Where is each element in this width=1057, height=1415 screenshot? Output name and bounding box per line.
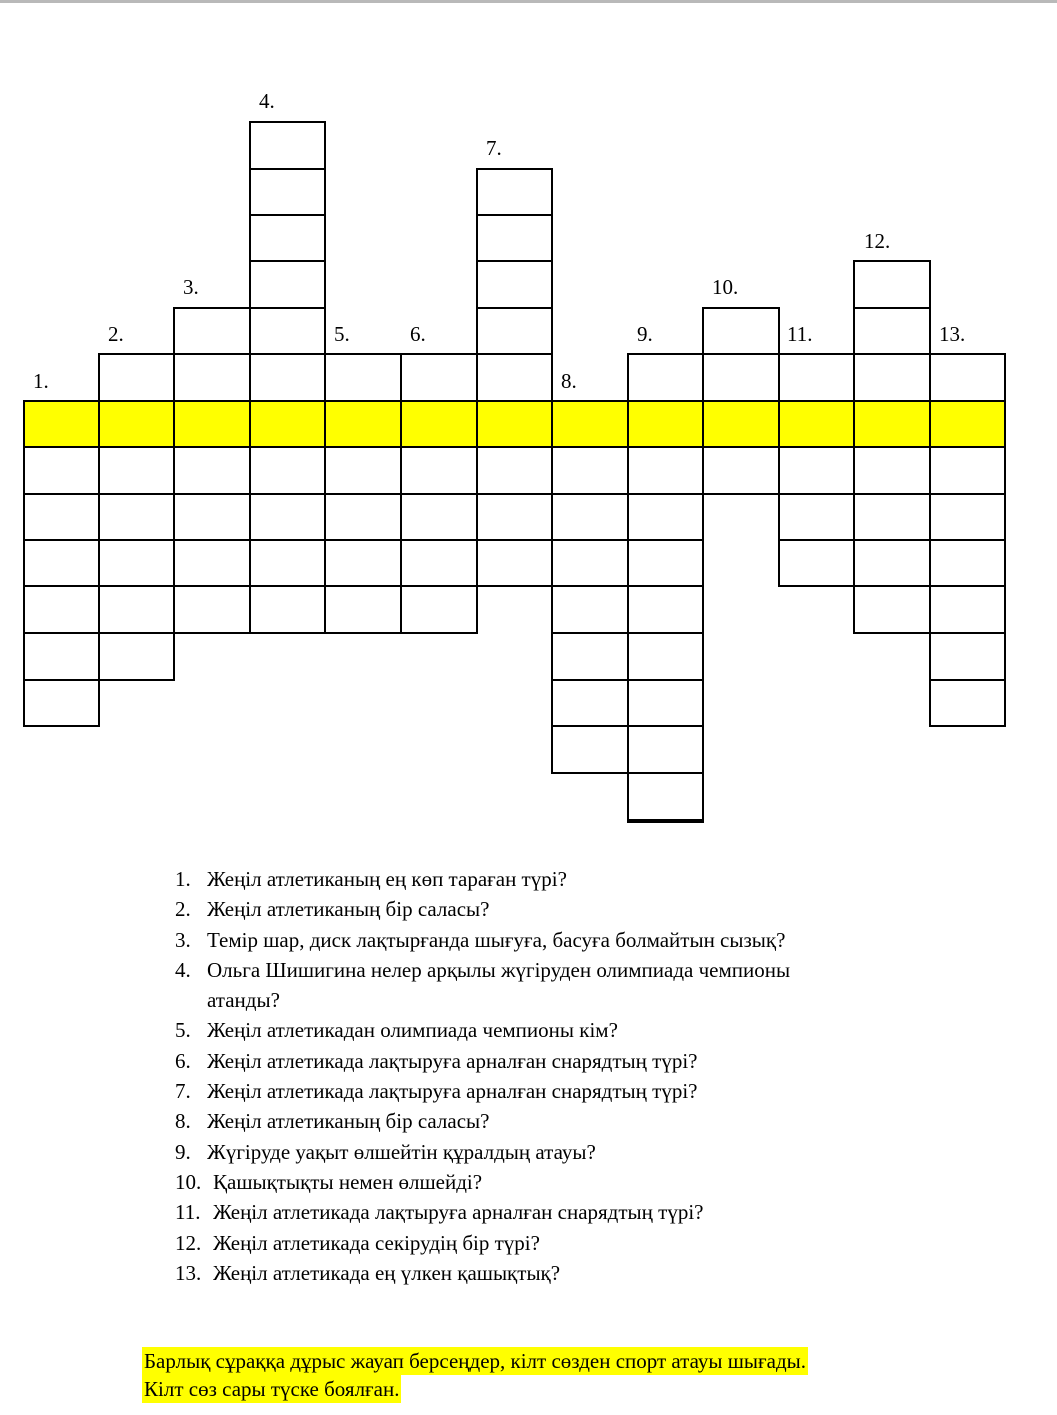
clue-number: 8. [175, 1109, 191, 1134]
crossword-cell[interactable] [324, 446, 402, 495]
clue-item [175, 1106, 975, 1136]
clue-text: Қашықтықты немен өлшейді? [213, 1169, 483, 1194]
crossword-cell[interactable] [551, 632, 629, 681]
crossword-cell[interactable] [98, 632, 175, 681]
crossword-cell[interactable] [627, 353, 704, 402]
clue-number-7: 7. [486, 136, 502, 160]
crossword-cell[interactable] [853, 585, 931, 634]
clue-text: Жүгіруде уақыт өлшейтін құралдың атауы? [207, 1139, 596, 1164]
key-word-cell[interactable] [476, 400, 553, 448]
crossword-cell[interactable] [23, 539, 100, 587]
clue-number-11: 11. [787, 322, 813, 346]
clue-item [175, 1197, 975, 1227]
key-word-cell[interactable] [324, 400, 402, 448]
crossword-cell[interactable] [23, 632, 100, 681]
clue-item [175, 1137, 975, 1167]
crossword-cell[interactable] [476, 353, 553, 402]
key-word-cell[interactable] [400, 400, 478, 448]
crossword-cell[interactable] [702, 307, 780, 355]
clue-text: Жеңіл атлетиканың бір саласы? [207, 897, 490, 922]
crossword-cell[interactable] [929, 679, 1006, 727]
clue-number-4: 4. [259, 89, 275, 113]
crossword-cell[interactable] [173, 539, 251, 587]
clue-number-5: 5. [334, 322, 350, 346]
clue-number: 5. [175, 1018, 191, 1043]
clue-text: Жеңіл атлетикадан олимпиада чемпионы кім? [207, 1018, 618, 1043]
crossword-cell[interactable] [778, 353, 855, 402]
crossword-cell[interactable] [551, 725, 629, 774]
crossword-cell[interactable] [324, 539, 402, 587]
clue-text: Жеңіл атлетикада лақтыруға арналған снарядтың түрі? [207, 1048, 698, 1073]
clue-text: Жеңіл атлетиканың ең көп тараған түрі? [207, 867, 567, 891]
note-line-1: Барлық сұраққа дұрыс жауап берсеңдер, кілт сөзден спорт атауы шығады. [144, 1349, 806, 1373]
crossword-cell[interactable] [778, 446, 855, 495]
clue-number: 2. [175, 897, 191, 922]
clue-item [175, 925, 975, 955]
key-word-cell[interactable] [778, 400, 855, 448]
crossword-cell[interactable] [249, 353, 326, 402]
clue-number-9: 9. [637, 322, 653, 346]
crossword-cell[interactable] [551, 539, 629, 587]
crossword-cell[interactable] [929, 585, 1006, 634]
crossword-cell[interactable] [249, 260, 326, 309]
crossword-cell[interactable] [627, 493, 704, 541]
clue-item [175, 1167, 975, 1197]
clue-number: 11. [175, 1200, 201, 1225]
clue-text: Жеңіл атлетикада секірудің бір түрі? [213, 1230, 540, 1255]
crossword-cell[interactable] [476, 214, 553, 262]
clue-number: 7. [175, 1079, 191, 1104]
crossword-cell[interactable] [627, 679, 704, 727]
crossword-cell[interactable] [627, 772, 704, 821]
crossword-cell[interactable] [778, 539, 855, 587]
clue-number-6: 6. [410, 322, 426, 346]
clue-number: 12. [175, 1230, 202, 1255]
clue-number: 13. [175, 1260, 202, 1285]
clue-number-10: 10. [712, 275, 739, 299]
clue-number: 6. [175, 1048, 191, 1073]
crossword-cell[interactable] [400, 493, 478, 541]
crossword-cell[interactable] [476, 260, 553, 309]
clue-item [175, 1076, 975, 1106]
key-word-cell[interactable] [98, 400, 175, 448]
crossword-cell[interactable] [476, 168, 553, 216]
crossword-cell[interactable] [853, 539, 931, 587]
clue-text-continued: атанды? [207, 988, 280, 1013]
crossword-cell[interactable] [23, 493, 100, 541]
clue-item [175, 955, 975, 1016]
crossword-cell[interactable] [23, 679, 100, 727]
crossword-cell[interactable] [627, 632, 704, 681]
clue-text: Жеңіл атлетиканың бір саласы? [207, 1109, 490, 1134]
crossword-cell[interactable] [249, 539, 326, 587]
crossword-cell[interactable] [249, 121, 326, 170]
crossword-cell[interactable] [400, 585, 478, 634]
crossword-cell[interactable] [98, 353, 175, 402]
crossword-cell[interactable] [249, 585, 326, 634]
crossword-cell[interactable] [627, 539, 704, 587]
key-word-cell[interactable] [551, 400, 629, 448]
clue-item [175, 1046, 975, 1076]
crossword-cell[interactable] [98, 446, 175, 495]
crossword-cell[interactable] [551, 446, 629, 495]
crossword-cell[interactable] [173, 353, 251, 402]
crossword-cell[interactable] [98, 585, 175, 634]
crossword-cell[interactable] [929, 493, 1006, 541]
crossword-cell[interactable] [627, 446, 704, 495]
crossword-cell[interactable] [551, 493, 629, 541]
clue-number-13: 13. [939, 322, 966, 346]
clue-number: 3. [175, 927, 191, 952]
clue-number: 10. [175, 1169, 202, 1194]
crossword-cell[interactable] [476, 539, 553, 587]
crossword-cell[interactable] [929, 353, 1006, 402]
crossword-cell[interactable] [929, 446, 1006, 495]
crossword-cell[interactable] [627, 585, 704, 634]
crossword-cell[interactable] [476, 446, 553, 495]
crossword-cell[interactable] [853, 493, 931, 541]
crossword-cell[interactable] [249, 214, 326, 262]
note-line-2: Кілт сөз сары түске боялған. [144, 1377, 400, 1401]
clue-number-1: 1. [33, 369, 49, 393]
clue-item [175, 1258, 975, 1288]
crossword-cell[interactable] [551, 585, 629, 634]
key-word-cell[interactable] [173, 400, 251, 448]
crossword-cell[interactable] [173, 307, 251, 355]
crossword-cell[interactable] [249, 307, 326, 355]
crossword-cell[interactable] [98, 493, 175, 541]
crossword-cell[interactable] [929, 632, 1006, 681]
clue-list [175, 864, 975, 1288]
crossword-cell[interactable] [476, 307, 553, 355]
crossword-cell[interactable] [173, 446, 251, 495]
clue-item [175, 894, 975, 924]
clue-number-2: 2. [108, 322, 124, 346]
crossword-cell[interactable] [400, 539, 478, 587]
crossword-cell[interactable] [324, 585, 402, 634]
clue-number-12: 12. [864, 229, 891, 253]
clue-text: Темір шар, диск лақтырғанда шығуға, басуға болмайтын сызық? [207, 927, 786, 952]
clue-item [175, 1228, 975, 1258]
key-word-cell[interactable] [627, 400, 704, 448]
crossword-cell[interactable] [627, 819, 704, 823]
clue-text: Жеңіл атлетикада лақтыруға арналған снарядтың түрі? [213, 1200, 704, 1225]
crossword-cell[interactable] [702, 446, 780, 495]
key-word-cell[interactable] [249, 400, 326, 448]
crossword-cell[interactable] [929, 539, 1006, 587]
clue-text: Жеңіл атлетикада лақтыруға арналған снарядтың түрі? [207, 1079, 698, 1104]
crossword-cell[interactable] [23, 446, 100, 495]
key-word-cell[interactable] [702, 400, 780, 448]
clue-text: Ольга Шишигина нелер арқылы жүгіруден олимпиада чемпионы [207, 957, 791, 982]
crossword-cell[interactable] [173, 585, 251, 634]
key-word-cell[interactable] [929, 400, 1006, 448]
crossword-cell[interactable] [853, 307, 931, 355]
crossword-cell[interactable] [476, 493, 553, 541]
instruction-note [142, 1347, 808, 1403]
crossword-cell[interactable] [324, 353, 402, 402]
crossword-cell[interactable] [853, 446, 931, 495]
clue-number: 9. [175, 1139, 191, 1164]
clue-item [175, 864, 975, 894]
crossword-cell[interactable] [324, 493, 402, 541]
crossword-cell[interactable] [98, 539, 175, 587]
clue-number: 4. [175, 957, 191, 982]
clue-number-8: 8. [561, 369, 577, 393]
crossword-cell[interactable] [249, 493, 326, 541]
key-word-cell[interactable] [23, 400, 100, 448]
clue-text: Жеңіл атлетикада ең үлкен қашықтық? [213, 1260, 561, 1285]
key-word-cell[interactable] [853, 400, 931, 448]
crossword-cell[interactable] [853, 353, 931, 402]
crossword-cell[interactable] [778, 493, 855, 541]
clue-number-3: 3. [183, 275, 199, 299]
clue-item [175, 1015, 975, 1045]
clue-number: 1. [175, 867, 191, 891]
crossword-cell[interactable] [400, 353, 478, 402]
crossword-cell[interactable] [173, 493, 251, 541]
crossword-cell[interactable] [23, 585, 100, 634]
crossword-cell[interactable] [249, 168, 326, 216]
crossword-cell[interactable] [627, 725, 704, 774]
crossword-cell[interactable] [249, 446, 326, 495]
crossword-cell[interactable] [400, 446, 478, 495]
crossword-cell[interactable] [853, 260, 931, 309]
crossword-cell[interactable] [551, 679, 629, 727]
crossword-cell[interactable] [702, 353, 780, 402]
